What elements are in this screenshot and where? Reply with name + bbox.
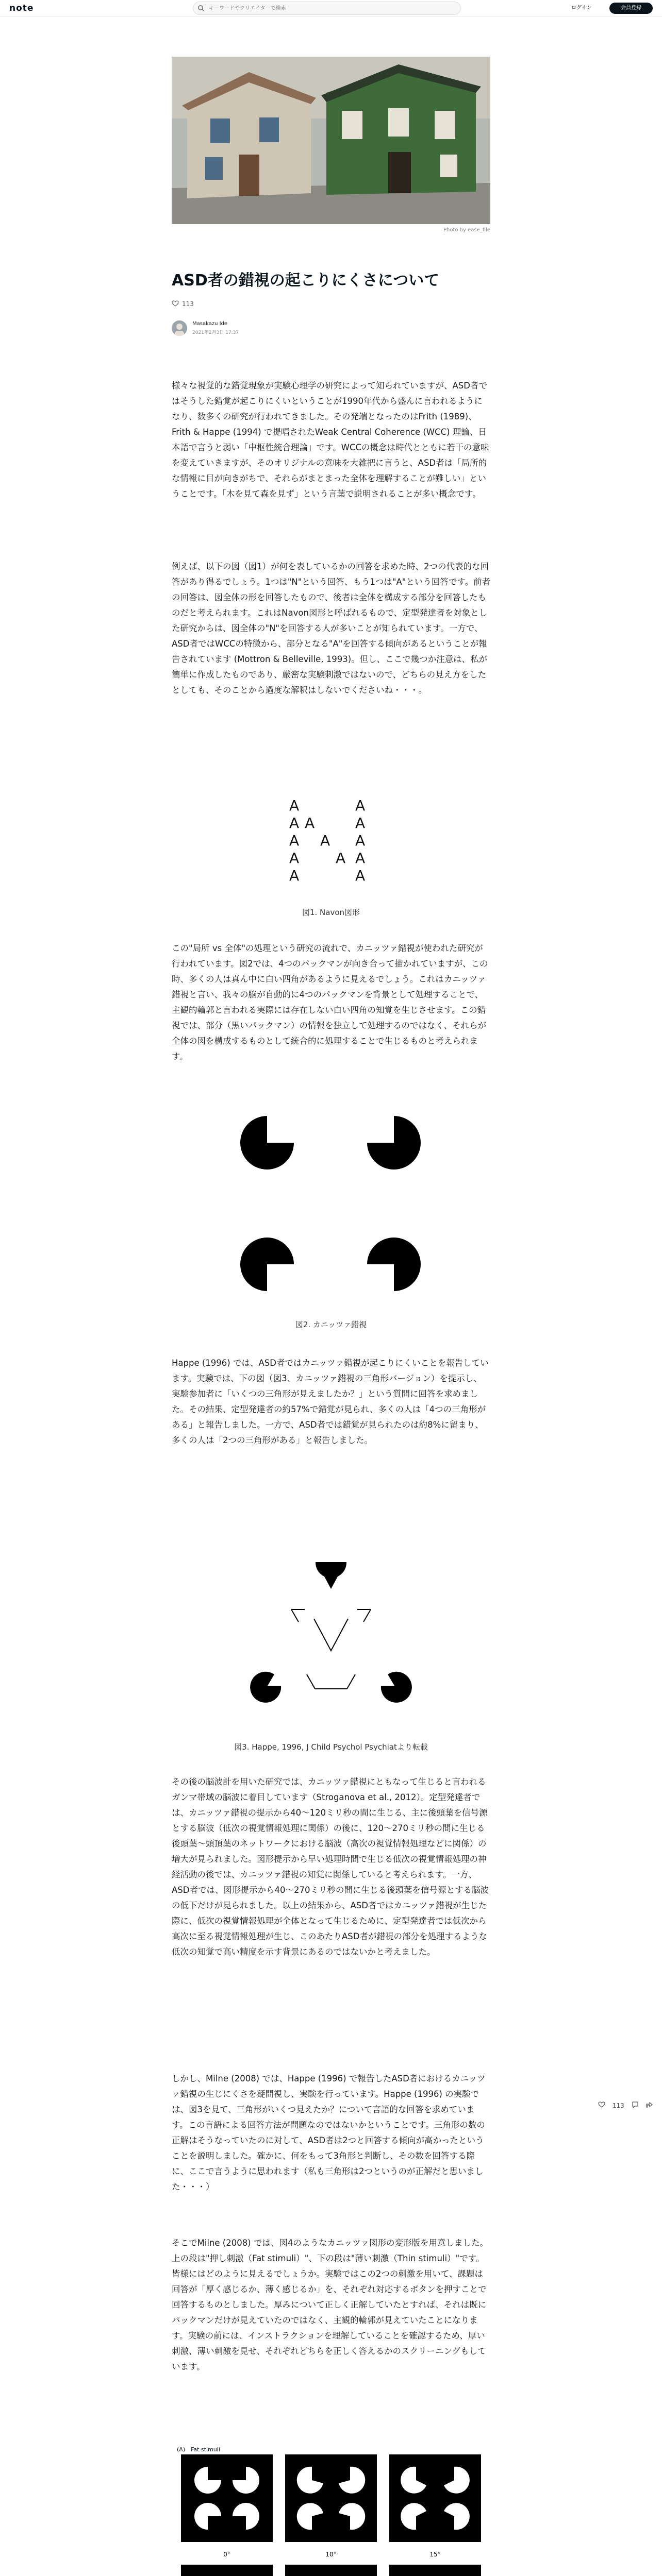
paragraph-3: この"局所 vs 全体"の処理という研究の流れで、カニッツァ錯視が使われた研究が行われています。図2では、4つのパックマンが向き合って描かれていますが、この時、多くの人は真ん中に白い四角があるように見えるでしょう。これはカニッツァ錯視と言い、我々の脳が自動的に4つのパックマンを背景として処理することで、主観的輪郭と言われる実際には存在しない白い四角の知覚を生じさせます。この錯視では、部分（黒いパックマン）の情報を独立して処理するのではなく、それらが全体の図を構成するものとして統合的に処理することで生じるものと考えられます。 xyxy=(172,943,488,1061)
author-avatar[interactable] xyxy=(172,320,187,336)
paragraph-1: 様々な視覚的な錯覚現象が実験心理学の研究によって知られていますが、ASD者ではそうした錯覚が起こりにくいということが1990年代から盛んに言われるようになり、数多くの研究が行われてきました。その発端となったのはFrith (1989)、Frith & Happe (1994) で提唱されたWeak Central Coherence (WCC) 理論、日本語で言うと弱い「中枢性統合理論」です。WCCの概念は時代とともに若干の意味を変えていきますが、そのオリジナルの意味を大雑把に言うと、ASD者は「局所的な情報に目が向きがちで、それらがまとまった全体を理解することが難しい」ということです。「木を見て森を見ず」という言葉で説明されることが多い概念です。 xyxy=(172,381,489,499)
side-like-button[interactable] xyxy=(598,2102,605,2109)
side-action-bar xyxy=(598,2101,658,2110)
login-button[interactable]: ログイン xyxy=(571,5,592,11)
figure-3-caption: 図3. Happe, 1996, J Child Psychol Psychiatより転載 xyxy=(234,1742,428,1752)
navon-letter: A xyxy=(289,832,300,849)
paragraph-4: Happe (1996) では、ASD者ではカニッツァ錯視が起こりにくいことを報告しています。実験では、下の図（図3、カニッツァ錯視の三角形バージョン）を提示し、実験参加者に「いくつの三角形が見えましたか？」という質問に回答を求めました。その結果、定型発達者の約57%で錯覚が見られ、多くの人は「4つの三角形がある」と報告しました。一方で、ASD者では錯覚が見られたのは約8%に留まり、多くの人は「2つの三角形がある」と報告しました。 xyxy=(172,1358,489,1445)
fat-stimuli-panels xyxy=(181,2454,481,2564)
navon-letter: A xyxy=(289,850,300,867)
author-name[interactable]: Masakazu Ide xyxy=(192,321,228,327)
navon-letter: A xyxy=(355,850,366,867)
navon-letter: A xyxy=(336,850,346,867)
kanizsa-square-figure xyxy=(236,1112,425,1295)
figure-2-caption: 図2. カニッツァ錯視 xyxy=(295,1320,367,1329)
thin-stimuli-panels xyxy=(181,2565,481,2576)
note-logo[interactable]: note xyxy=(9,3,34,13)
search-input[interactable] xyxy=(209,4,456,13)
publish-date: 2021年2月3日 17:37 xyxy=(192,330,239,335)
navon-figure xyxy=(283,795,379,886)
comment-icon[interactable] xyxy=(632,2101,639,2110)
paragraph-7: そこでMilne (2008) では、図4のようなカニッツァ図形の変形版を用意しました。上の段は"押し刺激（Fat stimuli）"、下の段は"薄い刺激（Thin stimuli）"です。皆様にはどのように見えるでしょうか。実験ではこの2つの刺激を用いて、課題は回答が「厚く感じるか、薄く感じるか」を、それぞれ対応するボタンを押すことで回答するものとしました。厚みについて正しく正解していたとすれば、それは既にパックマンだけが見えていたのではなく、主観的輪郭が見えていたことになります。実験の前には、インストラクションを理解していることを確認するため、厚い刺激、薄い刺激を見せ、それぞれどちらを正しく答えるかのスクリーニングもしています。 xyxy=(172,2238,489,2371)
paragraph-2: 例えば、以下の図（図1）が何を表しているかの回答を求めた時、2つの代表的な回答があり得るでしょう。1つは"N"という回答、もう1つは"A"という回答です。前者の回答は、図全体の形を回答したもので、後者は全体を構成する部分を回答したものだと考えられます。これはNavon図形と呼ばれるもので、定型発達者を対象とした研究からは、図全体の"N"を回答する人が多いことが知られています。一方で、ASD者ではWCCの特徴から、部分となる"A"を回答する傾向があるということが報告されています (Mottron & Belleville, 1993)。但し、ここで幾つか注意は、私が簡単に作成したものであり、厳密な実験刺激ではないので、どちらの見え方をしたとしても、そのことから過度な解釈はしないでくださいね・・・。 xyxy=(172,562,490,695)
angle-label: 10° xyxy=(325,2551,337,2558)
like-count: 113 xyxy=(182,300,194,308)
like-count-top[interactable] xyxy=(172,300,194,308)
photo-credit[interactable]: Photo by ease_file xyxy=(443,227,490,233)
paragraph-5: その後の脳波計を用いた研究では、カニッツァ錯視にともなって生じると言われるガンマ帯域の脳波に着目しています（Stroganova et al., 2012）。定型発達者では、カニッツァ錯視の提示から40〜120ミリ秒の間に生じる、主に後頭葉を信号源とする脳波（低次の視覚情報処理に関係）の後に、120〜270ミリ秒の間に生じる後頭葉〜頭頂葉のネットワークにおける脳波（高次の視覚情報処理などに関係）の増大が見られました。図形提示から早い処理時間で生じる低次の視覚情報処理の神経活動の後では、カニッツァ錯視の知覚に関係していると考えられます。一方、ASD者では、図形提示から40〜270ミリ秒の間に生じる後頭葉を信号源とする脳波の低下だけが見られました。以上の結果から、ASD者ではカニッツァ錯視が生じた際に、低次の視覚情報処理が全体となって生じるために、定型発達者では低次から高次に至る視覚情報処理が生じ、このあたりASD者が錯視の部分を処理するような低次の知覚で高い精度を示す背景にあるのではないかと考えました。 xyxy=(172,1777,489,1957)
search-box[interactable] xyxy=(193,2,461,15)
search-icon xyxy=(197,5,205,12)
signup-button[interactable]: 会員登録 xyxy=(609,3,653,14)
side-like-count: 113 xyxy=(612,2102,624,2109)
figure-1-caption: 図1. Navon図形 xyxy=(302,908,360,917)
heart-icon xyxy=(598,2102,605,2108)
article-title: ASD者の錯視の起こりにくさについて xyxy=(172,272,440,290)
top-navigation-bar xyxy=(0,0,662,16)
angle-label: 15° xyxy=(429,2551,441,2558)
hero-image xyxy=(172,57,490,224)
navon-letter: A xyxy=(320,832,330,849)
navon-letter: A xyxy=(289,815,300,832)
angle-label: 0° xyxy=(223,2551,230,2558)
navon-letter: A xyxy=(289,867,300,884)
paragraph-6: しかし、Milne (2008) では、Happe (1996) で報告したASD者におけるカニッツァ錯視の生じにくさを疑問視し、実験を行っています。Happe (1996) の実験では、図3を見て、三角形がいくつ見えたか？について言語的な回答を求めています。この言語による回答方法が問題なのではないかということです。三角形の数の正解はそうなっていたのに対して、ASD者は2つと回答する傾向が高かったということを説明しました。確かに、何をもって3角形と判断し、その数を回答する際に、ここで言うように思われます（私も三角形は2つというのが正解だと思いました・・・） xyxy=(172,2074,486,2192)
fat-stimuli-label: (A) Fat stimuli xyxy=(177,2446,220,2453)
navon-letter: A xyxy=(355,832,366,849)
milne-stimuli-figure xyxy=(172,2445,490,2576)
navon-letter: A xyxy=(355,867,366,884)
navon-letter: A xyxy=(289,797,300,814)
navon-letter: A xyxy=(305,815,315,832)
heart-icon xyxy=(172,300,179,307)
navon-letter: A xyxy=(355,815,366,832)
share-icon[interactable] xyxy=(646,2101,653,2110)
kanizsa-triangle-figure xyxy=(249,1562,413,1713)
navon-letter: A xyxy=(355,797,366,814)
